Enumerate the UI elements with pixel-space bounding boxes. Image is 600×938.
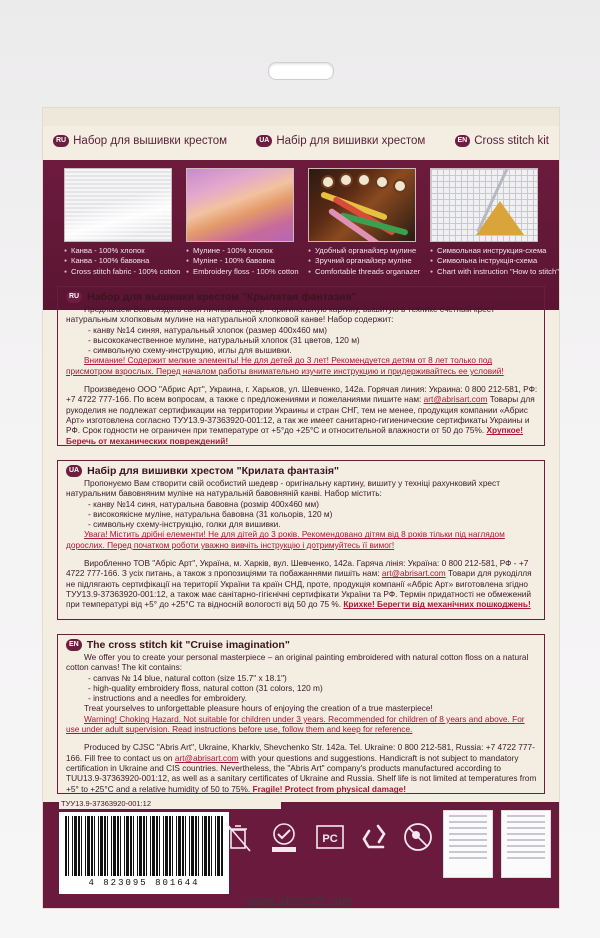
lang-badge: UA [256,135,272,147]
feature-list-fabric: ● Канва - 100% хлопок ● Канва - 100% бавовна ● Cross stitch fabric - 100% cotton [64,246,180,277]
voluntary-certification-icon [267,820,301,860]
chart-photo [430,168,538,242]
barcode-number: 4 823095 801644 [88,878,200,888]
certificate-document [501,810,551,878]
svg-text:PC: PC [322,833,338,845]
ru-description: RU Набор для вышивки крестом "Крылатая фантазия" Предлагаем Вам создать свой личный шедевр - оригинальную картину, вышитую в технике счетный крест натуральным хлопковым мулине на натуральной хлопковой канве! Набор содержит: - канву №14 синяя, натуральный хлопок (размер 400х460 мм) - высококачественное мулине, натуральный хлопок (31 цветов, 120 м) - символьную схему-инструкцию, иглы для вышивки. Внимание! Содержит мелкие элементы! Не для детей до 3 лет! Рекомендуется детям от 8 лет только под присмотром взрослых. Перед началом работы внимательно изучите инструкцию и придерживайтесь ее условий! Произведено ООО "Абрис Арт", Украина, г. Харьков, ул. Шевченко, 142а. Горячая линия: Украина: 0 800 212-581, РФ: +7 4722 777-166. По всем вопросам, а также с предложениями и пожеланиями пишите нам: art@abrisart.com Товары для рукоделия не подлежат сертификации на территории Украины и стран СНГ, тем не менее, продукция компании «Абрис Арт» изготовлена согласно ТУУ13.9-37363920-001:12, а так же имеет санитарно-гигиенические сертификаты Украины и РФ. Срок годности не ограничен при температуре от +5°до +25°С и относительной влажности от 50 до 75%. Хрупкое! Беречь от механических повреждений! [57,286,545,446]
tuu-code: ТУУ13.9-37363920-001:12 [59,799,281,809]
barcode [59,812,229,894]
warning-text: Увага! Містить дрібні елементи! Не для дітей до 3 років. Рекомендовано дітям від 8 років тільки під наглядом дорослих. Перед початком роботи уважно вивчіть інструкцію і дотримуйтесь її вимог! [66,529,505,550]
lang-badge: RU [66,291,82,303]
fragile-text: Fragile! Protect from physical damage! [252,783,407,794]
pct-mark-icon [313,820,347,860]
header-ru: RU Набор для вышивки крестом [53,135,227,147]
fragile-text: Хрупкое! Беречь от механических повреждений! [66,425,524,446]
certificate-document [443,810,493,878]
header-ua: UA Набір для вишивки хрестом [256,135,425,147]
fragile-text: Крихке! Берегти від механічних пошкоджень! [343,599,531,610]
header-en: EN Cross stitch kit [455,135,550,147]
lang-badge: RU [53,135,69,147]
hang-hole [268,62,334,80]
website-url[interactable]: www.abrisart.com [246,894,354,908]
email-link[interactable]: art@abrisart.com [174,752,239,763]
ua-description: UA Набір для вишивки хрестом "Крилата фантазія" Пропонуємо Вам створити свій особистий шедевр - оригінальну картину, вишиту у техніці рахунковий хрест натуральним бавовняним муліне на натуральній бавовняній канві. Набор містить: - канву №14 синя, натуральна бавовна (розмір 400х460 мм) - високоякісне муліне, натуральна бавовна (31 кольорів, 120 м) - символьну схему-інструкцію, голки для вишивки. Увага! Містить дрібні елементи! Не для дітей до 3 років. Рекомендовано дітям від 8 років тільки під наглядом дорослих. Перед початком роботи уважно вивчіть інструкцію і дотримуйтесь її вимог! Виробленно ТОВ "Абріс Арт", Україна, м. Харків, вул. Шевченко, 142а. Гаряча лінія: Україна: 0 800 212-581, РФ - +7 4722 777-166. З усіх питань, а також з пропозиціями та побажаннями пишіть нам: art@abrisart.com Товари для рукоділля не підлягають сертифікації на території України та країн СНД, проте, продукція компанії «Абріс Арт» виготовлена згідно ТУУ13.9-37363920-001:12, а також має санітарно-гігієнічні сертифікати України та РФ. Термін придатності не обмежений при температурі від +5° до +25°С та відносній вологості від 50 до 75 %. Крихке! Берегти від механічних пошкоджень! [57,460,545,620]
feature-list-organizer: ● Удобный органайзер мулине ● Зручний органайзер муліне ● Comfortable threads organazer [308,246,420,277]
language-headers [53,130,549,152]
email-link[interactable]: art@abrisart.com [381,568,446,579]
feature-list-floss: ● Мулине - 100% хлопок ● Муліне - 100% бавовна ● Embroidery floss - 100% cotton [186,246,299,277]
lang-badge: EN [455,135,471,147]
warning-text: Warning! Choking Hazard. Not suitable for children under 3 years. Recommended for children of 8 years and above. For use under adult supervision. Read instructions before use, follow them and keep for reference. [66,713,525,735]
recycle-icon [357,820,391,860]
bottom-band [43,799,559,908]
feature-list-chart: ● Символьная инструкция-схема ● Символьна інструкція-схема ● Chart with instruction "How to stitch" [430,246,559,277]
warning-text: Внимание! Содержит мелкие элементы! Не для детей до 3 лет! Рекомендуется детям от 8 лет только под присмотром взрослых. Перед началом работы внимательно изучите инструкцию и придерживайтесь ее условий! [66,355,504,376]
barcode-bars [65,816,223,876]
age-warning-icon [401,820,435,860]
en-description: EN The cross stitch kit "Cruise imagination" We offer you to create your personal masterpiece – an original painting embroidered with natural cotton floss on a natural cotton canvas! The kit contains: - canvas № 14 blue, natural cotton (size 15.7" x 18.1") - high-quality embroidery floss, natural cotton (31 colors, 120 m) - instructions and a needles for embroidery. Treat yourselves to unforgettable pleasure hours of enjoying the creation of a true masterpiece! Warning! Choking Hazard. Not suitable for children under 3 years. Recommended for children of 8 years and above. For use under adult supervision. Read instructions before use, follow them and keep for reference. Produced by CJSC "Abris Art", Ukraine, Kharkiv, Shevchenko Str. 142a. Tel. Ukraine: 0 800 212-581, Russia: +7 4722 777-166. Fill free to contact us on art@abrisart.com with your questions and suggestions. Handicraft is not subject to mandatory certification in Ukraine and CIS countries. Nevertheless, the "Abris Art" company's products manufactured according to TUU13.9-37363920-001:12, as well as a sanitary certificates of Ukraine and Russia. Shelf life is not limited at temperatures from +5° to +25°C and a relative humidity of 50 to 75%. Fragile! Protect from physical damage! [57,634,545,794]
lang-badge: UA [66,465,82,477]
floss-photo [186,168,294,242]
lang-badge: EN [66,639,82,651]
fabric-photo [64,168,172,242]
back-card [43,108,559,908]
organizer-photo [308,168,416,242]
email-link[interactable]: art@abrisart.com [423,394,488,405]
trash-bin-icon [221,820,255,860]
